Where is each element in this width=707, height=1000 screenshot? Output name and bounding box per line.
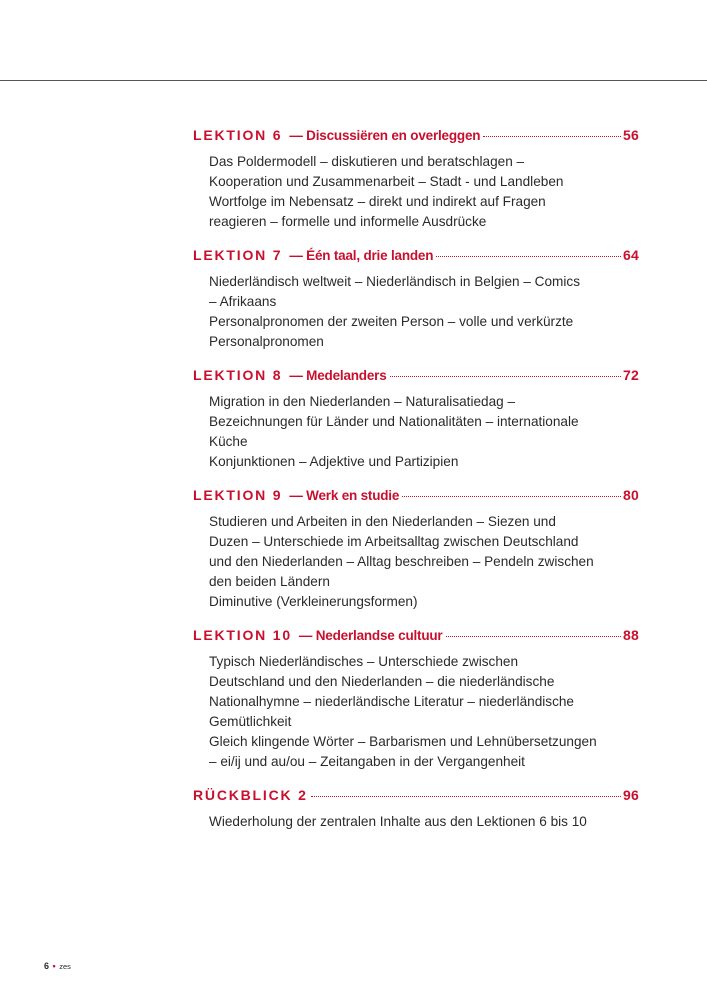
toc-entry-heading[interactable] — [193, 366, 639, 385]
toc-entry-heading[interactable] — [193, 126, 639, 145]
description-line: Typisch Niederländisches – Unterschiede zwischen — [209, 654, 519, 669]
toc-entry-description — [193, 812, 639, 832]
dot-leader — [311, 796, 621, 797]
dot-leader — [483, 136, 621, 137]
description-line: – Afrikaans — [209, 294, 277, 309]
toc-entry-label: LEKTION 8 — [193, 367, 283, 383]
description-line: Wiederholung der zentralen Inhalte aus den Lektionen 6 bis 10 — [209, 814, 587, 829]
description-line: Deutschland und den Niederlanden – die niederländische — [209, 674, 555, 689]
description-line: und den Niederlanden – Alltag beschreiben – Pendeln zwischen — [209, 554, 594, 569]
toc-entry-lektion-9 — [193, 486, 639, 612]
description-line: Wortfolge im Nebensatz – direkt und indirekt auf Fragen — [209, 194, 546, 209]
toc-entry-rueckblick-2 — [193, 786, 639, 832]
dot-leader — [402, 496, 621, 497]
toc-entry-title: — Één taal, drie landen — [289, 248, 434, 263]
description-line: – ei/ij und au/ou – Zeitangaben in der Vergangenheit — [209, 754, 525, 769]
toc-entry-title: — Werk en studie — [289, 488, 400, 503]
description-line: Personalpronomen der zweiten Person – volle und verkürzte — [209, 314, 574, 329]
toc-entry-description — [193, 272, 639, 352]
description-line: Gemütlichkeit — [209, 714, 292, 729]
description-line: Nationalhymne – niederländische Literatur – niederländische — [209, 694, 574, 709]
description-line: Duzen – Unterschiede im Arbeitsalltag zwischen Deutschland — [209, 534, 579, 549]
toc-entry-page: 56 — [623, 127, 639, 143]
toc-entry-title: — Nederlandse cultuur — [298, 628, 443, 643]
description-line: Kooperation und Zusammenarbeit – Stadt - und Landleben — [209, 174, 564, 189]
toc-entry-description — [193, 152, 639, 232]
description-line: reagieren – formelle und informelle Ausdrücke — [209, 214, 487, 229]
description-line: Personalpronomen — [209, 334, 324, 349]
toc-entry-page: 72 — [623, 367, 639, 383]
toc-entry-description — [193, 512, 639, 612]
bullet-separator: • — [52, 961, 56, 971]
toc-entry-lektion-7 — [193, 246, 639, 352]
toc-entry-lektion-8 — [193, 366, 639, 472]
toc-entry-page: 96 — [623, 787, 639, 803]
description-line: Gleich klingende Wörter – Barbarismen und Lehnübersetzungen — [209, 734, 597, 749]
toc-entry-title: — Discussiëren en overleggen — [289, 128, 481, 143]
toc-entry-page: 88 — [623, 627, 639, 643]
toc-entry-description — [193, 652, 639, 772]
description-line: Bezeichnungen für Länder und Nationalitäten – internationale — [209, 414, 579, 429]
description-line: Migration in den Niederlanden – Naturalisatiedag – — [209, 394, 516, 409]
toc-entry-label: LEKTION 7 — [193, 247, 283, 263]
toc-entry-title: — Medelanders — [289, 368, 387, 383]
dot-leader — [390, 376, 622, 377]
description-line: Konjunktionen – Adjektive und Partizipien — [209, 454, 459, 469]
toc-entry-heading[interactable] — [193, 246, 639, 265]
table-of-contents — [193, 126, 639, 846]
description-line: den beiden Ländern — [209, 574, 330, 589]
toc-entry-heading[interactable] — [193, 486, 639, 505]
toc-entry-label: LEKTION 10 — [193, 627, 292, 643]
toc-entry-lektion-10 — [193, 626, 639, 772]
toc-entry-page: 64 — [623, 247, 639, 263]
description-line: Diminutive (Verkleinerungsformen) — [209, 594, 418, 609]
dot-leader — [436, 256, 621, 257]
toc-entry-label: RÜCKBLICK 2 — [193, 787, 308, 803]
toc-entry-description — [193, 392, 639, 472]
top-rule — [0, 80, 707, 81]
toc-entry-lektion-6 — [193, 126, 639, 232]
page-number-word: zes — [59, 962, 71, 971]
description-line: Küche — [209, 434, 248, 449]
description-line: Das Poldermodell – diskutieren und beratschlagen – — [209, 154, 525, 169]
toc-entry-page: 80 — [623, 487, 639, 503]
toc-entry-heading[interactable] — [193, 626, 639, 645]
page-footer — [44, 961, 71, 971]
dot-leader — [446, 636, 622, 637]
toc-entry-label: LEKTION 6 — [193, 127, 283, 143]
toc-entry-label: LEKTION 9 — [193, 487, 283, 503]
page-number: 6 — [44, 961, 50, 971]
description-line: Niederländisch weltweit – Niederländisch in Belgien – Comics — [209, 274, 580, 289]
toc-entry-heading[interactable] — [193, 786, 639, 805]
description-line: Studieren und Arbeiten in den Niederlanden – Siezen und — [209, 514, 556, 529]
